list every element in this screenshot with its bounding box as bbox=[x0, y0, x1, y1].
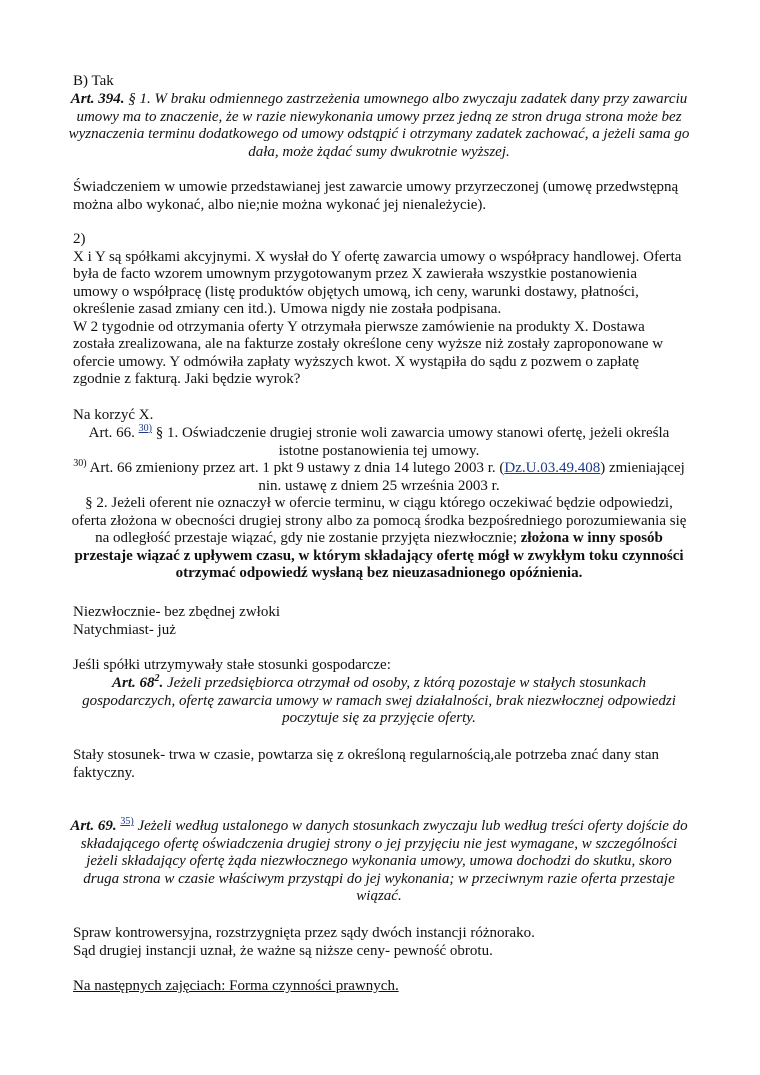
definitions bbox=[73, 604, 685, 639]
definition-niezwlocznie: Niezwłocznie- bez zbędnej zwłoki bbox=[73, 604, 280, 620]
article-68-text: Jeżeli przedsiębiorca otrzymał od osoby, z którą pozostaje w stałych stosunkach gospodarczych, ofertę zawarcia umowy w ramach swej działalności, brak niezwłocznej odpowiedzi poczytuje się za przyjęcie oferty. bbox=[82, 675, 676, 726]
article-394-label: Art. 394. bbox=[70, 91, 125, 107]
answer-b: B) Tak bbox=[73, 73, 114, 89]
verdict: Na korzyć X. bbox=[73, 407, 154, 423]
case-paragraph-2: W 2 tygodnie od otrzymania oferty Y otrzymała pierwsze zamówienie na produkty X. Dostawa została zrealizowana, ale na fakturze zostały określone ceny wyższe niż zostały zaproponowane w ofercie umowy. Y odmówiła zapłaty wyższych kwot. X wystąpiła do sądu z pozwem o zapłatę zgodnie z fakturą. Jaki będzie wyrok? bbox=[73, 318, 664, 387]
article-66-p2-bold: złożona w inny sposób przestaje wiązać z upływem czasu, w którym składający ofertę mógł w zwykłym toku czynności otrzymać odpowiedź wysłaną bez nieuzasadnionego opóźnienia. bbox=[74, 530, 684, 581]
article-69-quote bbox=[68, 818, 690, 906]
article-69-text: Jeżeli według ustalonego w danych stosunkach zwyczaju lub według treści oferty dojście do składającego ofertę oświadczenia drugiej strony o jej przyjęciu nie jest wymagane, w szczególności jeżeli składający ofertę żąda niezwłocznego wykonania umowy, umowa dochodzi do skutku, skoro druga strona w czasie właściwym przystąpi do jej wykonania; w przeciwnym razie oferta przestaje wiązać. bbox=[80, 818, 688, 904]
article-66-block bbox=[68, 425, 690, 583]
article-69-label: Art. 69. bbox=[70, 818, 117, 834]
footnote-ref-30[interactable]: 30) bbox=[138, 423, 152, 434]
staly-stosunek: Stały stosunek- trwa w czasie, powtarza się z określoną regularnością,ale potrzeba znać dany stan faktyczny. bbox=[73, 747, 660, 781]
definition-natychmiast: Natychmiast- już bbox=[73, 621, 176, 638]
dz-u-link[interactable]: Dz.U.03.49.408 bbox=[504, 460, 601, 476]
sad-line: Sąd drugiej instancji uznał, że ważne są niższe ceny- pewność obrotu. bbox=[73, 942, 493, 959]
case-2-block bbox=[73, 231, 685, 389]
footnote-ref-35[interactable]: 35) bbox=[120, 816, 134, 827]
note-paragraph: Świadczeniem w umowie przedstawianej jest zawarcie umowy przyrzeczonej (umowę przedwstępną można albo wykonać, albo nie;nie można wykonać jej nienależycie). bbox=[73, 179, 679, 213]
case-number: 2) bbox=[73, 231, 86, 247]
spraw-line: Spraw kontrowersyjna, rozstrzygnięta przez sądy dwóch instancji różnorako. bbox=[73, 925, 535, 941]
case-paragraph-1: X i Y są spółkami akcyjnymi. X wysłał do Y ofertę zawarcia umowy o współpracy handlowej. Oferta była de facto wzorem umownym przygotowanym przez X zawierała wszystkie postanowienia umowy o współpracę (listę produktów objętych umową, ich ceny, warunki dostawy, płatności, określenie zasad zmiany cen itd.). Umowa nigdy nie została podpisana. bbox=[73, 248, 682, 317]
footnote-30: $^{30)}$ Art. 66 zmieniony przez art. 1 pkt 9 ustawy z dnia 14 lutego 2003 r. (Dz.U.03.49.408) zmieniającej nin. ustawę z dniem 25 września 2003 r. bbox=[73, 458, 685, 494]
intro-68: Jeśli spółki utrzymywały stałe stosunki gospodarcze: bbox=[73, 657, 391, 673]
article-394-text: § 1. W braku odmiennego zastrzeżenia umownego albo zwyczaju zadatek dany przy zawarciu umowy ma to znaczenie, że w razie niewykonania umowy przez jedną ze stron druga strona może bez wyznaczenia terminu dodatkowego od umowy odstąpić i otrzymany zadatek zachować, a jeżeli sama go dała, może żądać sumy dwukrotnie wyższej. bbox=[68, 91, 690, 160]
article-66-p2: § 2. Jeżeli oferent nie oznaczył w ofercie terminu, w ciągu którego oczekiwać będzie odpowiedzi, oferta złożona w obecności drugiej strony albo za pomocą środka bezpośredniego porozumiewania się na odległość przestaje wiązać, gdy nie zostanie przyjęta niezwłocznie; złożona w inny sposób przestaje wiązać z upływem czasu, w którym składający ofertę mógł w zwykłym toku czynności otrzymać odpowiedź wysłaną bez nieuzasadnionego opóźnienia. bbox=[71, 495, 687, 581]
article-68-label: Art. $68^2$. bbox=[112, 673, 164, 691]
article-66-p1: Art. 66. $^{30)}$ § 1. Oświadczenie drugiej stronie woli zawarcia umowy stanowi ofertę, jeżeli określa istotne postanowienia tej umowy. bbox=[88, 423, 670, 459]
next-class: Na następnych zajęciach: Forma czynności prawnych. bbox=[73, 978, 399, 994]
closing-block bbox=[73, 925, 685, 960]
article-394-quote bbox=[68, 91, 690, 161]
article-68-quote bbox=[68, 675, 690, 728]
